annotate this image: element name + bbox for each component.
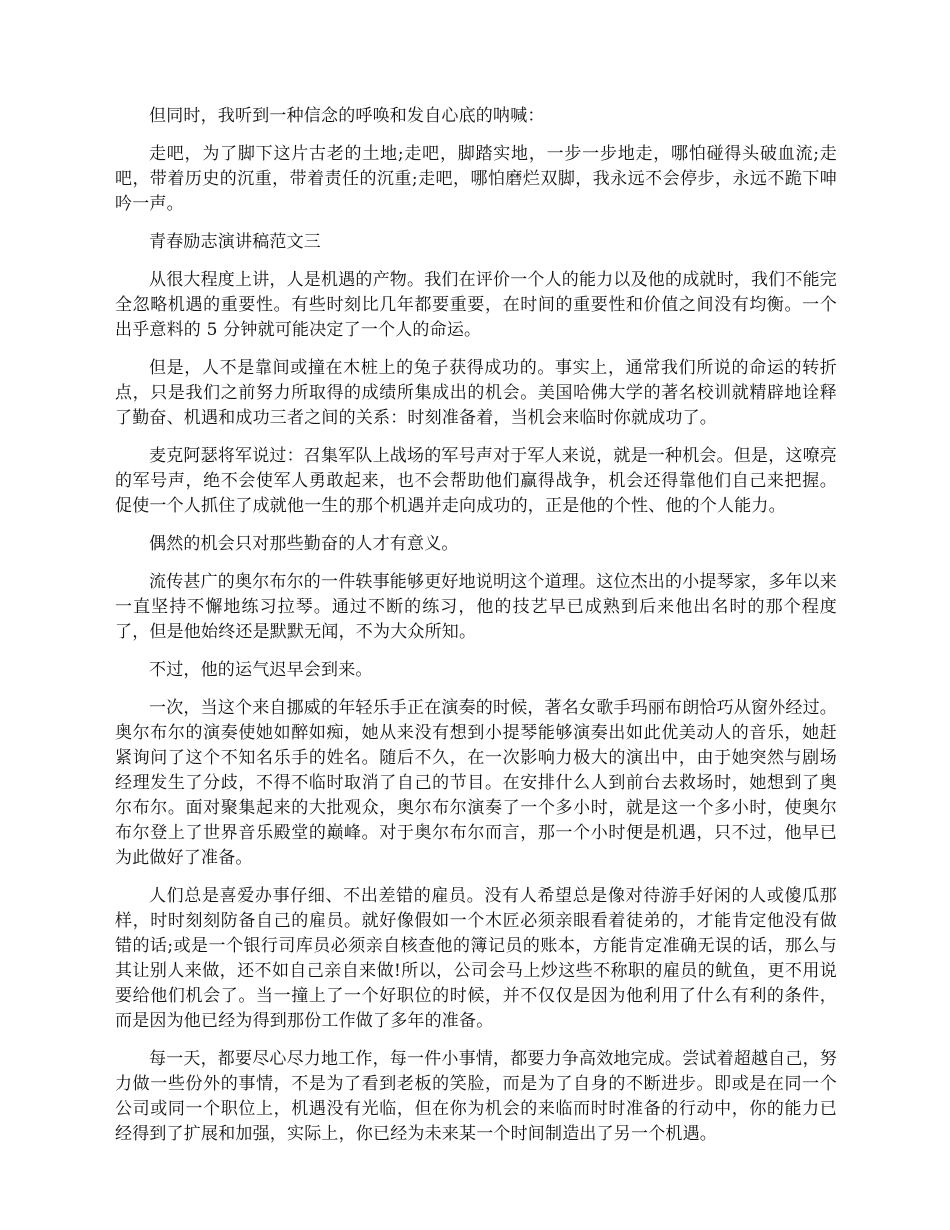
paragraph: 人们总是喜爱办事仔细、不出差错的雇员。没有人希望总是像对待游手好闲的人或傻瓜那样，时时刻刻防备自己的雇员。就好像假如一个木匠必须亲眼看着徒弟的，才能肯定他没有做错的话;或是一个银行司库员必须亲自核查他的簿记员的账本，方能肯定准确无误的话，那么与其让别人来做，还不如自己亲自来做!所以，公司会马上炒这些不称职的雇员的鱿鱼，更不用说要给他们机会了。当一撞上了一个好职位的时候，并不仅仅是因为他利用了什么有利的条件，而是因为他已经为得到那份工作做了多年的准备。 bbox=[115, 886, 837, 1031]
section-heading: 青春励志演讲稿范文三 bbox=[149, 232, 321, 252]
paragraph: 麦克阿瑟将军说过：召集军队上战场的军号声对于军人来说，就是一种机会。但是，这嘹亮的军号声，绝不会使军人勇敢起来，也不会帮助他们赢得战争，机会还得靠他们自己来把握。促使一个人抓住了成就他一生的那个机遇并走向成功的，正是他的个性、他的个人能力。 bbox=[115, 446, 837, 516]
paragraph: 每一天，都要尽心尽力地工作，每一件小事情，都要力争高效地完成。尝试着超越自己，努力做一些份外的事情，不是为了看到老板的笑脸，而是为了自身的不断进步。即或是在同一个公司或同一个职位上，机遇没有光临，但在你为机会的来临而时时准备的行动中，你的能力已经得到了扩展和加强，实际上，你已经为未来某一个时间制造出了另一个机遇。 bbox=[115, 1049, 837, 1144]
paragraph: 走吧，为了脚下这片古老的土地;走吧，脚踏实地，一步一步地走，哪怕碰得头破血流;走吧，带着历史的沉重，带着责任的沉重;走吧，哪怕磨烂双脚，我永远不会停步，永远不跪下呻吟一声。 bbox=[115, 144, 837, 214]
paragraph: 从很大程度上讲，人是机遇的产物。我们在评价一个人的能力以及他的成就时，我们不能完全忽略机遇的重要性。有些时刻比几年都要重要，在时间的重要性和价值之间没有均衡。一个出乎意料的 5 分钟就可能决定了一个人的命运。 bbox=[115, 270, 837, 340]
paragraph: 但是，人不是靠间或撞在木桩上的兔子获得成功的。事实上，通常我们所说的命运的转折点，只是我们之前努力所取得的成绩所集成出的机会。美国哈佛大学的著名校训就精辟地诠释了勤奋、机遇和成功三者之间的关系：时刻准备着，当机会来临时你就成功了。 bbox=[115, 358, 837, 428]
paragraph: 偶然的机会只对那些勤奋的人才有意义。 bbox=[149, 534, 459, 554]
paragraph: 一次，当这个来自挪威的年轻乐手正在演奏的时候，著名女歌手玛丽布朗恰巧从窗外经过。奥尔布尔的演奏使她如醉如痴，她从来没有想到小提琴能够演奏出如此优美动人的音乐，她赶紧询问了这个不知名乐手的姓名。随后不久，在一次影响力极大的演出中，由于她突然与剧场经理发生了分歧，不得不临时取消了自己的节目。在安排什么人到前台去救场时，她想到了奥尔布尔。面对聚集起来的大批观众，奥尔布尔演奏了一个多小时，就是这一个多小时，使奥尔布尔登上了世界音乐殿堂的巅峰。对于奥尔布尔而言，那一个小时便是机遇，只不过，他早已为此做好了准备。 bbox=[115, 698, 837, 868]
document-body bbox=[115, 104, 837, 1160]
paragraph: 不过，他的运气迟早会到来。 bbox=[149, 660, 373, 680]
paragraph: 流传甚广的奥尔布尔的一件轶事能够更好地说明这个道理。这位杰出的小提琴家，多年以来一直坚持不懈地练习拉琴。通过不断的练习，他的技艺早已成熟到后来他出名时的那个程度了，但是他始终还是默默无闻，不为大众所知。 bbox=[115, 572, 837, 642]
paragraph: 但同时，我听到一种信念的呼唤和发自心底的呐喊： bbox=[149, 106, 545, 126]
